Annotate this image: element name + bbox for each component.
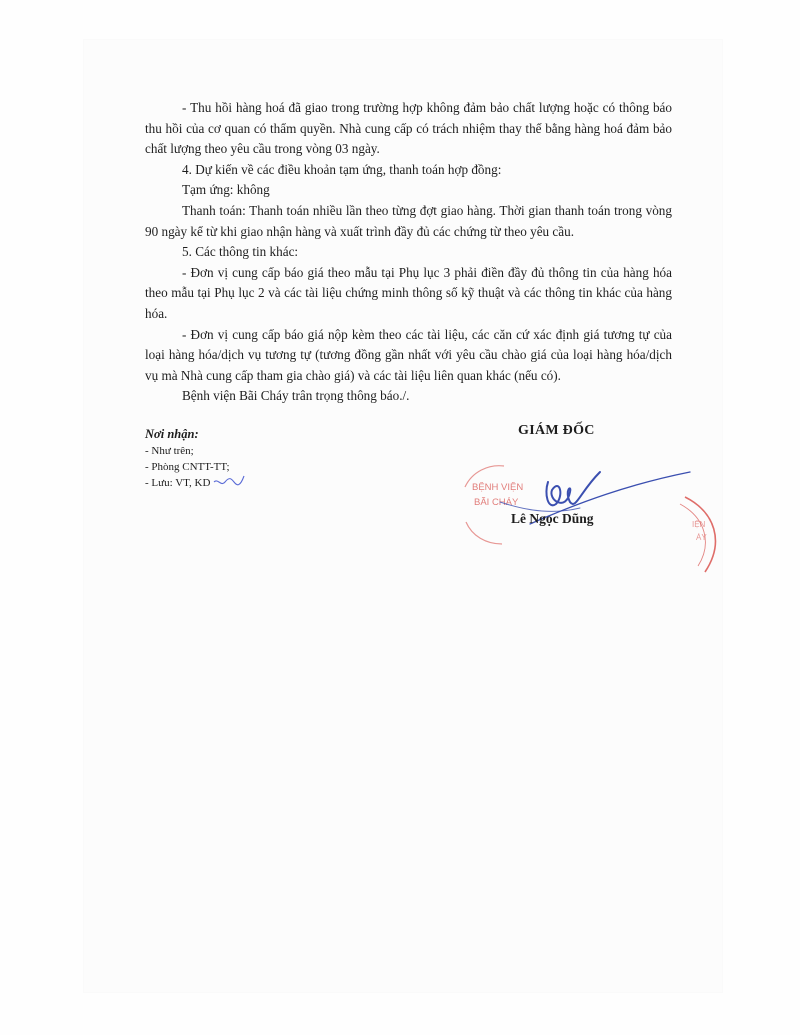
svg-text:BÃI CHÁY: BÃI CHÁY [474,497,519,508]
paragraph-payment: Thanh toán: Thanh toán nhiều lần theo từng đợt giao hàng. Thời gian thanh toán trong vòng 90 ngày kể từ khi giao nhận hàng và xuất trình đầy đủ các chứng từ theo yêu cầu. [145,202,672,239]
signature-block [440,420,740,580]
svg-text:IỆN: IỆN [692,520,706,529]
signer-name: Lê Ngọc Dũng [511,511,594,526]
paragraph-payment-terms-heading: 4. Dự kiến về các điều khoản tạm ứng, thanh toán hợp đồng: [182,161,502,177]
recipient-item: - Phòng CNTT-TT; [145,461,230,473]
recipient-item: - Lưu: VT, KD [145,477,211,489]
paragraph-closing: Bệnh viện Bãi Cháy trân trọng thông báo./. [182,388,410,404]
document-body [145,98,672,407]
paragraph-quotation-form: - Đơn vị cung cấp báo giá theo mẫu tại Phụ lục 3 phải điền đầy đủ thông tin của hàng hóa theo mẫu tại Phụ lục 2 và các tài liệu chứng minh thông số kỹ thuật và các thông tin khác của hàng hóa. [145,264,672,321]
paragraph-advance: Tạm ứng: không [182,182,270,198]
paragraph-recall-goods: - Thu hồi hàng hoá đã giao trong trường hợp không đảm bảo chất lượng hoặc có thông báo thu hồi của cơ quan có thẩm quyền. Nhà cung cấp có trách nhiệm thay thế bằng hàng hoá đảm bảo chất lượng theo yêu cầu trong vòng 03 ngày. [145,100,672,157]
recipient-item: - Như trên; [145,445,194,457]
signer-title: GIÁM ĐỐC [518,423,595,438]
paragraph-other-info-heading: 5. Các thông tin khác: [182,244,299,260]
recipients-title: Nơi nhận: [145,427,199,441]
official-seal-stamp [460,432,730,582]
handwritten-initial-mark [212,472,246,492]
svg-text:ÁY: ÁY [696,533,707,542]
paragraph-supporting-documents: - Đơn vị cung cấp báo giá nộp kèm theo các tài liệu, các căn cứ xác định giá tương tự của loại hàng hóa/dịch vụ tương tự (tương đồng gần nhất với yêu cầu chào giá của loại hàng hóa/dịch vụ mà Nhà cung cấp tham gia chào giá) và các tài liệu liên quan khác (nếu có). [145,326,672,383]
svg-text:BỆNH VIỆN: BỆNH VIỆN [472,482,524,493]
